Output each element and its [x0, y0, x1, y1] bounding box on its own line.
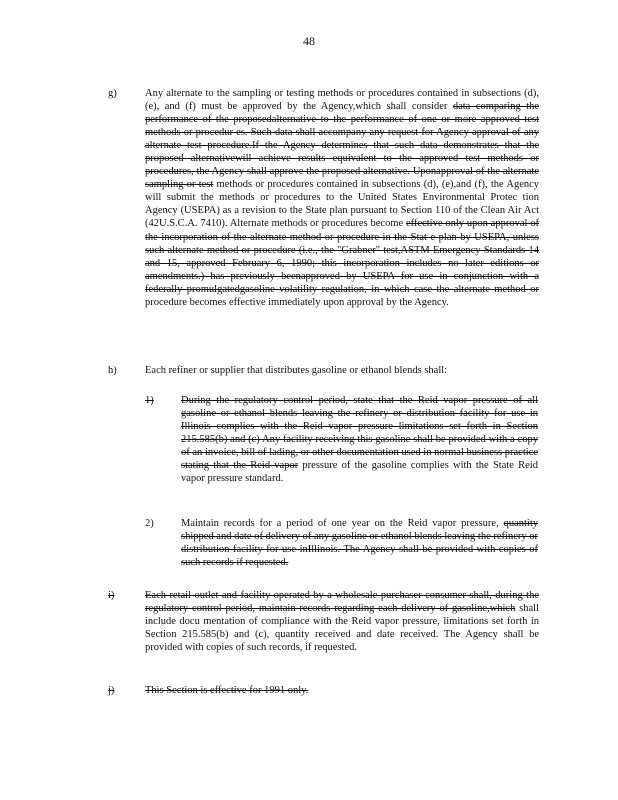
paragraph-g-deleted-text-2: effective only upon approval of the incorporation of the alternate method or procedure in the Stat e plan by USEPA, unless such alternate method or procedure (i.e., the "Grabner" test,ASTM Emergency Standards 14 and 15, approved February 6, 1990; this incorporation includes no later editions or amendments.) has previously beenapproved by USEPA for use in conjunction with a federally promulgatedgasoline volatility regulation, in which case the alternate method or [145, 218, 539, 295]
paragraph-i-deleted-text: Each retail outlet and facility operated by a wholesale purchaser consumer shall, during the regulatory control period, maintain records regarding each delivery of gasoline,which [145, 590, 539, 615]
paragraph-j-text [145, 684, 539, 697]
paragraph-j-deleted-text: This Section is effective for 1991 only. [145, 685, 309, 696]
paragraph-h-1-text [181, 394, 538, 485]
paragraph-g-text [145, 87, 539, 309]
paragraph-marker-h: h) [108, 365, 117, 376]
paragraph-h-text: Each refiner or supplier that distributes gasoline or ethanol blends shall: [145, 365, 448, 376]
paragraph-i-text-part: shall include docu mentation of compliance with the Reid vapor pressure, limitations set forth in Section 215.585(b) and (c), quantity received and date received. The Agency shall be provided with copies of such records, if requested. [145, 603, 539, 654]
paragraph-h-2-deleted-text: quantity shipped and date of delivery of any gasoline or ethanol blends leaving the refinery or distribution facility for use inIllinois. The Agency shall be provided with copies of such records if requested. [181, 518, 538, 569]
paragraph-h-2-text-part: Maintain records for a period of one year on the Reid vapor pressure, [181, 518, 504, 529]
paragraph-h-2-text [181, 517, 538, 569]
paragraph-i-text [145, 589, 539, 654]
paragraph-g [108, 87, 538, 352]
paragraph-g-text-part-1: Any alternate to the sampling or testing methods or procedures contained in subsections (d), (e), and (f) must be approved by the Agency,which shall consider [145, 88, 539, 113]
paragraph-marker-i: i) [108, 590, 115, 601]
paragraph-g-text-part-3: procedure becomes effective immediately upon approval by the Agency. [145, 296, 449, 308]
paragraph-marker-g: g) [108, 88, 117, 99]
paragraph-g-deleted-text-1: data comparing the performance of the proposedalternative to the performance of one or more approved test methods or procedur es. Such data shall accompany any request for Agency approval of any alternate test procedure.If the Agency determines that such data demonstrates that the proposed alternativewill achieve results equivalent to the approved test methods or procedures, the Agency shall approve the proposed alternative. Uponapproval of the alternate sampling or test [145, 101, 540, 191]
paragraph-marker-h-2: 2) [145, 518, 154, 529]
paragraph-h-1-deleted-text: During the regulatory control period, state that the Reid vapor pressure of all gasoline or ethanol blends leaving the refinery or distribution facility for use in Illinois complies with the Reid vapor pressure limitations set forth in Section 215.585(b) and (c) Any facility receiving this gasoline shall be provided with a copy of an invoice, bill of lading, or other documentation used in normal business practice stating that the Reid vapor [181, 395, 538, 472]
page-number: 48 [303, 34, 315, 48]
paragraph-marker-h-1: 1) [145, 395, 154, 406]
paragraph-h-1-text-part: pressure of the gasoline complies with the State Reid vapor pressure standard. [181, 460, 538, 485]
paragraph-marker-j: j) [108, 685, 115, 696]
paragraph-g-text-part-2: methods or procedures contained in subsections (d), (e),and (f), the Agency will submit the methods or procedures to the United States Environmental Protec tion Agency (USEPA) as a revision to the State plan pursuant to Section 110 of the Clean Air Act (42U.S.C.A. 7410). Alternate methods or procedures become [145, 179, 540, 230]
